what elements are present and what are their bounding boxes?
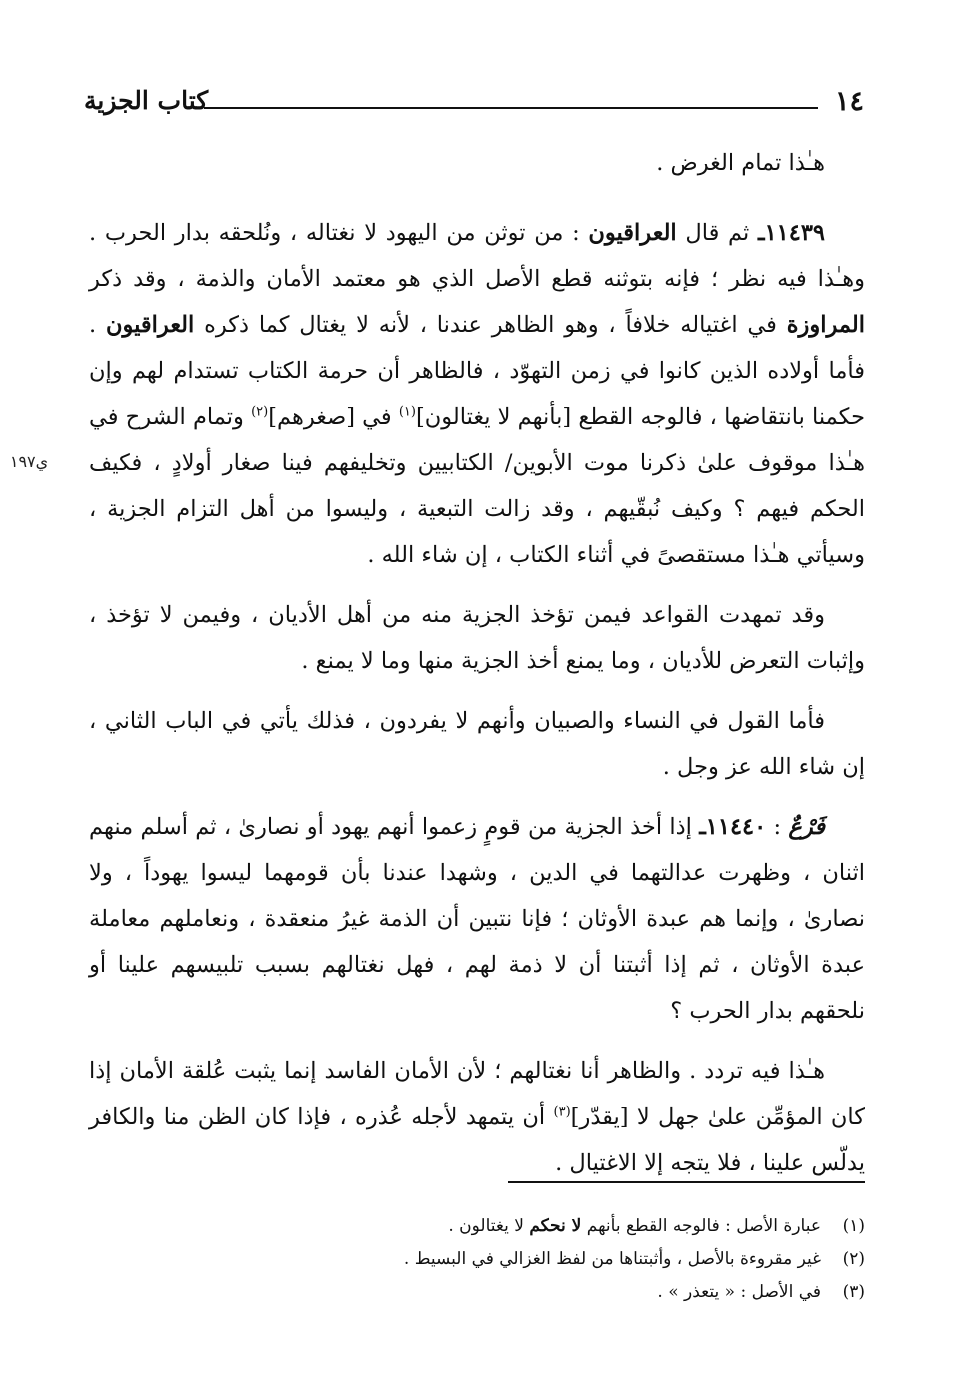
footnote-ref: (٢) bbox=[251, 404, 269, 420]
paragraph-1439: ١١٤٣٩ـ ثم قال العراقيون : من توثن من اليهود لا نغتاله ، ونُلحقه بدار الحرب . وهـٰذا فيه نظر ؛ فإنه بتوثنه قطع الأصل الذي هو معتمد الأمان والذمة ، وقد ذكر المراوزة في اغتياله خلافاً ، وهو الظاهر عندنا ، لأنه لا يغتال كما ذكره العراقيون . فأما أولاده الذين كانوا في زمن التهوّد ، فالظاهر أن حرمة الكتاب تستدام لهم وإن حكمنا بانتقاضها ، فالوجه القطع [بأنهم لا يغتالون]$^{(١)}$ في [صغرهم]$^{(٢)}$ وتمام الشرح في هـٰذا موقوف علىٰ ذكرنا موت الأبوين/ الكتابيين وتخليفهم فينا صغار أولادٍ ، فكيف الحكم فيهم ؟ وكيف نُبقّيهم ، وقد زالت التبعية ، وليسوا من أهل التزام الجزية ، وسيأتي هـٰذا مستقصىً في أثناء الكتاب ، إن شاء الله . bbox=[89, 220, 866, 568]
scholar-name: العراقيون bbox=[105, 312, 195, 338]
footnote-ref: (١) bbox=[398, 404, 416, 420]
footnote-ref: (٣) bbox=[553, 1104, 571, 1120]
paragraph-conclusion: هـٰذا فيه تردد . والظاهر أنا نغتالهم ؛ لأن الأمان الفاسد إنما يثبت عُلقة الأمان إذا كان المؤمِّن علىٰ جهل لا [يقدّر]$^{(٣)}$ أن يتمهد لأجله عُذره ، فإذا كان الظن منا والكافر يدلّس علينا ، فلا يتجه إلا الاغتيال . bbox=[89, 1058, 865, 1176]
paragraph-1440: فَرْعٌ : ١١٤٤٠ـ إذا أخذ الجزية من قومٍ زعموا أنهم يهود أو نصارىٰ ، ثم أسلم منهم اثنان ، وظهرت عدالتهما في الدين ، وشهدا عندنا بأن قومهما ليسوا يهوداً ، ولا نصارىٰ ، وإنما هم عبدة الأوثان ؛ فإنا نتبين أن الذمة غيرُ منعقدة ، ونعاملهم معاملة عبدة الأوثان ، ثم إذا أثبتنا أن لا ذمة لهم ، فهل نغتالهم بسبب تلبيسهم علينا أو نلحقهم بدار الحرب ؟ bbox=[89, 814, 865, 1024]
body-text bbox=[89, 140, 865, 1186]
footnote-1: (١)عبارة الأصل : فالوجه القطع بأنهم لا نحكم لا يغتالون . bbox=[448, 1216, 865, 1236]
margin-page-reference: ي١٩٧ bbox=[9, 452, 49, 471]
header-rule bbox=[204, 107, 818, 109]
book-title: كتاب الجزية bbox=[84, 86, 209, 115]
paragraph-1: هـٰذا تمام الغرض . bbox=[656, 150, 825, 176]
footnotes bbox=[89, 1210, 865, 1309]
issue-number: ١١٤٤٠ـ bbox=[699, 814, 767, 840]
page-number: ١٤ bbox=[834, 86, 864, 117]
scholar-name: المراوزة bbox=[786, 312, 865, 338]
subsection-label: فَرْعٌ bbox=[788, 814, 825, 840]
running-header bbox=[84, 86, 864, 122]
scholar-name: العراقيون bbox=[588, 220, 677, 246]
issue-number: ١١٤٣٩ـ bbox=[757, 220, 825, 246]
footnote-3: (٣)في الأصل : « يتعذر » . bbox=[657, 1282, 865, 1302]
footnote-separator bbox=[508, 1181, 865, 1183]
paragraph-rules: وقد تمهدت القواعد فيمن تؤخذ الجزية منه من أهل الأديان ، وفيمن لا تؤخذ ، وإثبات التعرض للأديان ، وما يمنع أخذ الجزية منها وما لا يمنع . bbox=[89, 602, 865, 674]
footnote-2: (٢)غير مقروءة بالأصل ، وأثبتناها من لفظ الغزالي في البسيط . bbox=[403, 1249, 865, 1269]
paragraph-women-children: فأما القول في النساء والصبيان وأنهم لا يفردون ، فذلك يأتي في الباب الثاني ، إن شاء الله عز وجل . bbox=[89, 708, 865, 780]
